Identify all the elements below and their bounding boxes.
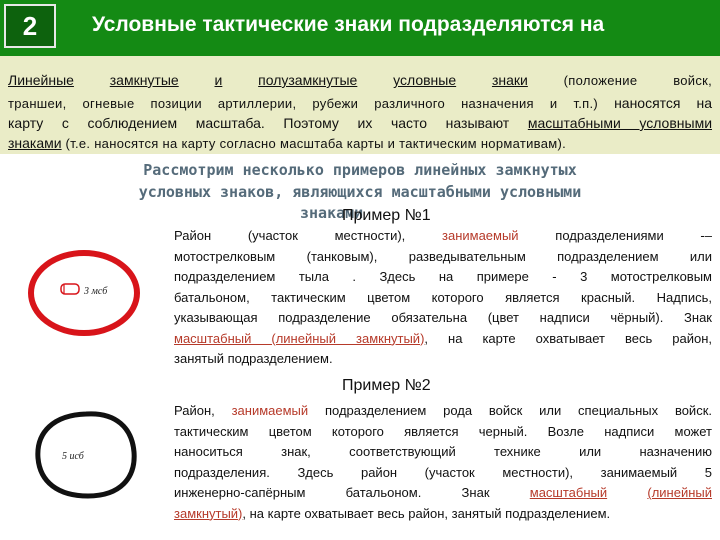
highlight-word: занимаемый (442, 228, 519, 243)
text-span: подразделением рода войск или специальных войск. (324, 403, 712, 418)
highlight-word: занимаемый (231, 403, 309, 418)
text-line (174, 504, 712, 525)
text-line (174, 401, 712, 422)
text-line: указывающая подразделение обязательна (цвет надписи чёрный). Знак (174, 310, 712, 325)
intro-text: наносятся на (614, 95, 713, 111)
example-2-title: Пример №2 (342, 377, 431, 394)
example-2-symbol-label: 5 исб (62, 451, 84, 462)
subheading-line-2: условных знаков, являющихся масштабными условными (138, 183, 582, 201)
symbol-outline (38, 414, 134, 496)
intro-block (0, 56, 720, 154)
example-1-title: Пример №1 (342, 207, 431, 224)
intro-word: и (214, 72, 223, 88)
text-line: подразделения. Здесь район (участок местности), занимаемый 5 (174, 464, 712, 480)
closed-area-symbol-icon (26, 247, 142, 339)
text-line (174, 226, 712, 247)
intro-word: (положение войск, (563, 73, 713, 88)
example-1-symbol (26, 247, 142, 339)
text-line: наноситься знак, соответствующий технике или назначению (174, 444, 712, 459)
text-line: тактическим цветом которого является черный. Возле надписи может (174, 423, 712, 439)
highlight-word: замкнутый) (174, 505, 243, 521)
intro-word: замкнутые (109, 72, 179, 88)
example-2-text (174, 401, 712, 524)
text-line: мотострелковым (танковым), разведывательным подразделением или (174, 248, 712, 264)
text-span: инженерно-сапёрным батальоном. Знак (174, 485, 490, 500)
example-2-symbol (28, 406, 144, 504)
text-line (174, 483, 712, 504)
highlight-word: масштабный (линейный замкнутый) (174, 330, 425, 346)
intro-text: карту с соблюдением масштаба. Поэтому их часто называют (8, 115, 510, 131)
intro-word: полузамкнутые (258, 72, 358, 88)
subheading-line-3: знаками (300, 204, 364, 222)
intro-text: траншеи, огневые позиции артиллерии, рубежи различного назначения и т.п.) (8, 96, 599, 111)
text-span: Район (участок местности), (174, 228, 406, 243)
intro-line-2 (8, 93, 712, 113)
text-line: подразделением тыла . Здесь на примере - 3 мотострелковым (174, 269, 712, 284)
slide-title: Условные тактические знаки подразделяются на (92, 13, 605, 36)
intro-text: (т.е. наносятся на карту согласно масштаба карты и тактическим нормативам). (65, 136, 567, 151)
intro-line-1 (8, 70, 712, 90)
intro-text: масштабными условными (527, 115, 713, 131)
example-1-text (174, 226, 712, 370)
closed-area-symbol-icon (28, 406, 144, 504)
highlight-word: масштабный (529, 485, 608, 500)
slide-header (0, 0, 720, 56)
text-span: подразделениями -– (555, 228, 712, 243)
slide-number: 2 (4, 4, 56, 48)
intro-word: условные (393, 72, 457, 88)
highlight-word: (линейный (647, 485, 712, 500)
text-line: батальоном, тактическим цветом которого является красный. Надпись, (174, 289, 712, 305)
text-line (174, 329, 712, 350)
intro-line-4 (8, 133, 712, 153)
intro-word: Линейные (8, 72, 74, 88)
intro-line-3 (8, 113, 712, 133)
text-line: занятый подразделением. (174, 351, 333, 366)
example-1-symbol-label: 3 мсб (84, 286, 108, 297)
text-span: , на карте охватывает весь район, занятый подразделением. (242, 505, 611, 521)
subheading-line-1: Рассмотрим несколько примеров линейных замкнутых (143, 161, 577, 179)
intro-word: знаки (491, 72, 528, 88)
text-span: Район, (174, 403, 215, 418)
intro-text: знаками (8, 135, 62, 151)
text-span: , на карте охватывает весь район, (424, 330, 712, 346)
